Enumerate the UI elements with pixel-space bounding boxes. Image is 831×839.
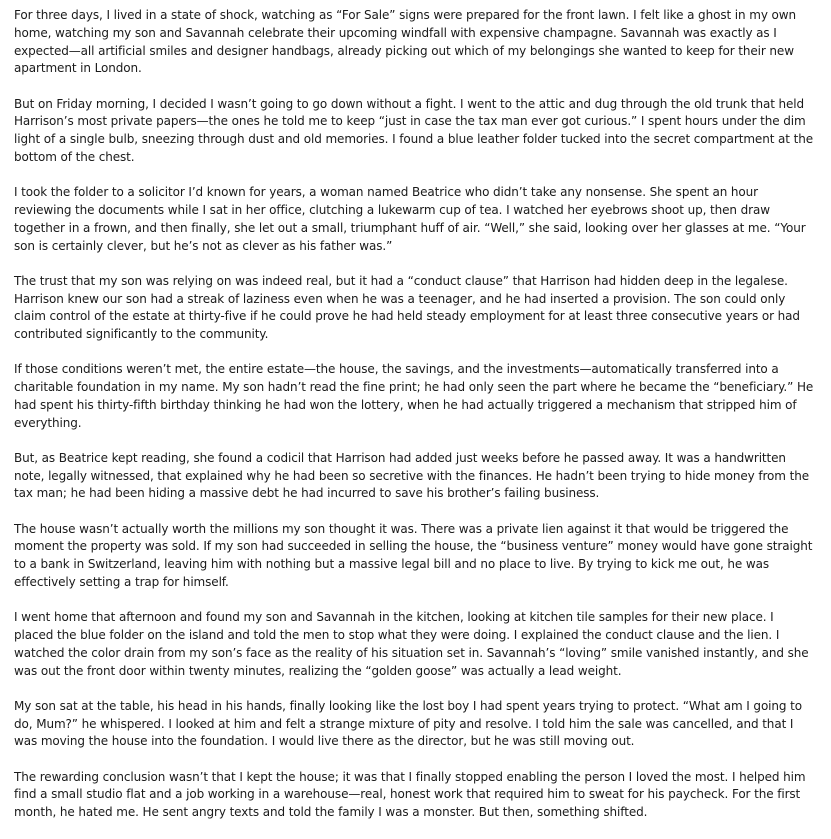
paragraph-3: I took the folder to a solicitor I’d known for years, a woman named Beatrice who didn’t take any nonsense. She spent an hour reviewing the documents while I sat in her office, clutching a lukewarm cup of tea. I watched her eyebrows shoot up, then draw together in a frown, and then finally, she let out a small, triumphant huff of air. “Well,” she said, looking over her glasses at me. “Your son is certainly clever, but he’s not as clever as his father was.”: [14, 185, 806, 253]
article-body: [14, 7, 814, 839]
paragraph-5: If those conditions weren’t met, the entire estate—the house, the savings, and the investments—automatically transferred into a charitable foundation in my name. My son hadn’t read the fine print; he had only seen the part where he became the “beneficiary.” He had spent his thirty-fifth birthday thinking he had won the lottery, when he had actually triggered a mechanism that stripped him of everything.: [14, 362, 814, 430]
paragraph-7: The house wasn’t actually worth the millions my son thought it was. There was a private lien against it that would be triggered the moment the property was sold. If my son had succeeded in selling the house, the “business venture” money would have gone straight to a bank in Switzerland, leaving him with nothing but a massive legal bill and no place to live. By trying to kick me out, he was effectively setting a trap for himself.: [14, 521, 813, 590]
paragraph-9: My son sat at the table, his head in his hands, finally looking like the lost boy I had spent years trying to protect. “What am I going to do, Mum?” he whispered. I looked at him and felt a strange mixture of pity and resolve. I told him the sale was cancelled, and that I was moving the house into the foundation. I would live there as the director, but he was still moving out.: [14, 698, 802, 749]
paragraph-6: But, as Beatrice kept reading, she found a codicil that Harrison had added just weeks before he passed away. It was a handwritten note, legally witnessed, that explained why he had been so secretive with the finances. He hadn’t been trying to hide money from the tax man; he had been hiding a massive debt he had incurred to save his brother’s failing business.: [14, 450, 809, 501]
paragraph-4: The trust that my son was relying on was indeed real, but it had a “conduct clause” that Harrison had hidden deep in the legalese. Harrison knew our son had a streak of laziness even when he was a teenager, and he had inserted a provision. The son could only claim control of the estate at thirty-five if he could prove he had held steady employment for at least three consecutive years or had contributed significantly to the community.: [14, 273, 800, 342]
paragraph-1: For three days, I lived in a state of shock, watching as “For Sale” signs were prepared for the front lawn. I felt like a ghost in my own home, watching my son and Savannah celebrate their upcoming windfall with expensive champagne. Savannah was exactly as I expected—all artificial smiles and designer handbags, already picking out which of my belongings she wanted to keep for their new apartment in London.: [14, 8, 797, 76]
paragraph-10: The rewarding conclusion wasn’t that I kept the house; it was that I finally stopped enabling the person I loved the most. I helped him find a small studio flat and a job working in a warehouse—real, honest work that required him to sweat for his paycheck. For the first month, he hated me. He sent angry texts and told the family I was a monster. But then, something shifted.: [14, 769, 806, 820]
paragraph-8: I went home that afternoon and found my son and Savannah in the kitchen, looking at kitchen tile samples for their new place. I placed the blue folder on the island and told the men to stop what they were doing. I explained the conduct clause and the lien. I watched the color drain from my son’s face as the reality of his situation set in. Savannah’s “loving” smile vanished instantly, and she was out the front door within twenty minutes, realizing the “golden goose” was actually a lead weight.: [14, 610, 809, 678]
paragraph-2: But on Friday morning, I decided I wasn’t going to go down without a fight. I went to the attic and dug through the old trunk that held Harrison’s most private papers—the ones he told me to keep “just in case the tax man ever got curious.” I spent hours under the dim light of a single bulb, sneezing through dust and old memories. I found a blue leather folder tucked into the secret compartment at the bottom of the chest.: [14, 96, 813, 164]
